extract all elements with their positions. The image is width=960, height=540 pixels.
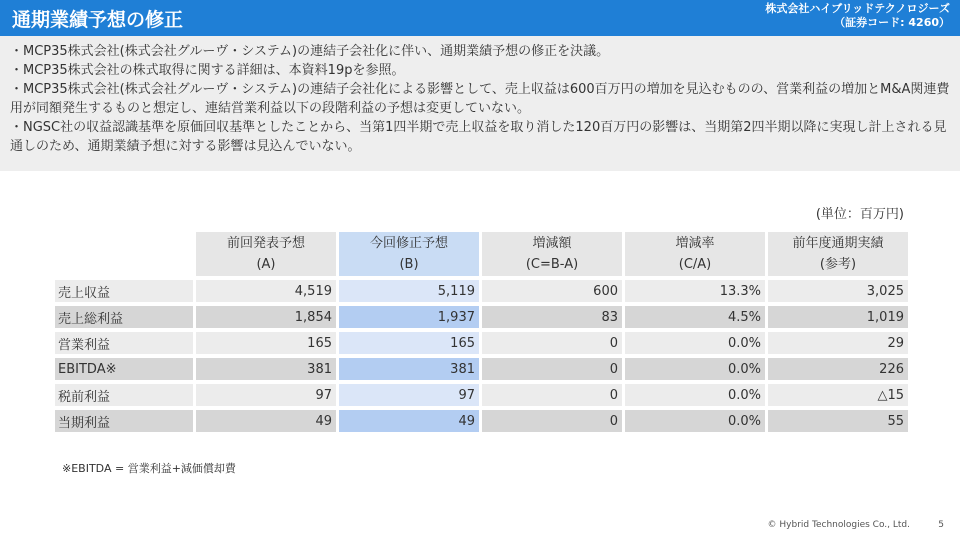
summary-bullet-2: ・MCP35株式会社の株式取得に関する詳細は、本資料19pを参照。 (10, 63, 405, 78)
table-cell: 0.0% (625, 384, 765, 406)
table-cell: 226 (768, 358, 908, 380)
table-cell: 3,025 (768, 280, 908, 302)
table-cell: 165 (196, 332, 336, 354)
table-row (55, 280, 908, 302)
page-title: 通期業績予想の修正 (12, 9, 184, 31)
col-header-title: 前回発表予想 (226, 236, 305, 251)
row-label: 税前利益 (55, 384, 193, 406)
summary-bullet-3: ・MCP35株式会社(株式会社グルーヴ・システム)の連結子会社化による影響として、売上収益は600百万円の増加を見込むものの、営業利益の増加とM&A関連費用が同額発生するものと想定し、連結営業利益以下の段階利益の予想は変更していない。 (10, 82, 950, 116)
table-row (55, 410, 908, 432)
table-cell-highlight: 97 (339, 384, 479, 406)
row-label: 売上収益 (55, 280, 193, 302)
table-cell-highlight: 5,119 (339, 280, 479, 302)
row-label: 売上総利益 (55, 306, 193, 328)
table-cell: 1,854 (196, 306, 336, 328)
table-cell: 1,019 (768, 306, 908, 328)
col-header-title: 増減額 (532, 236, 572, 251)
table-cell: 381 (196, 358, 336, 380)
col-header-sub: (C=B-A) (525, 257, 579, 272)
table-cell: 0 (482, 410, 622, 432)
table-row (55, 358, 908, 380)
table-cell: 4.5% (625, 306, 765, 328)
table-row (55, 332, 908, 354)
table-cell-highlight: 165 (339, 332, 479, 354)
company-name: 株式会社ハイブリッドテクノロジーズ (765, 2, 950, 15)
table-cell: 600 (482, 280, 622, 302)
company-info (765, 2, 950, 30)
col-header-title: 増減率 (675, 236, 715, 251)
table-cell: 29 (768, 332, 908, 354)
row-label: 当期利益 (55, 410, 193, 432)
table-cell-highlight: 49 (339, 410, 479, 432)
header-bar (0, 0, 960, 36)
ebitda-footnote: ※EBITDA = 営業利益+減価償却費 (62, 462, 236, 475)
table-cell: 83 (482, 306, 622, 328)
stock-code: （証券コード: 4260） (834, 16, 950, 29)
summary-box (0, 36, 960, 171)
copyright: © Hybrid Technologies Co., Ltd. (767, 520, 910, 530)
col-header-prior-year-actual (768, 232, 908, 276)
col-header-change-rate (625, 232, 765, 276)
col-header-title: 今回修正予想 (369, 236, 448, 251)
table-cell: 55 (768, 410, 908, 432)
table-cell: 0.0% (625, 358, 765, 380)
table-cell: 0 (482, 384, 622, 406)
forecast-table (52, 228, 911, 436)
col-header-revised-forecast (339, 232, 479, 276)
col-header-sub: (C/A) (678, 257, 712, 272)
col-header-sub: (B) (399, 257, 419, 272)
col-header-sub: (参考) (819, 257, 857, 272)
page-number: 5 (938, 520, 944, 530)
summary-bullet-4: ・NGSC社の収益認識基準を原価回収基準としたことから、当第1四半期で売上収益を取り消した120百万円の影響は、当期第2四半期以降に実現し計上される見通しのため、通期業績予想に対する影響は見込んでいない。 (10, 120, 947, 154)
table-row (55, 306, 908, 328)
summary-bullet-1: ・MCP35株式会社(株式会社グルーヴ・システム)の連結子会社化に伴い、通期業績予想の修正を決議。 (10, 44, 610, 59)
table-cell: 49 (196, 410, 336, 432)
col-header-sub: (A) (256, 257, 276, 272)
table-cell: 0 (482, 332, 622, 354)
summary-list (0, 36, 960, 156)
table-cell: △15 (768, 384, 908, 406)
row-label: EBITDA※ (55, 358, 193, 380)
table-cell: 97 (196, 384, 336, 406)
col-header-change-amount (482, 232, 622, 276)
table-cell-highlight: 1,937 (339, 306, 479, 328)
col-header-previous-forecast (196, 232, 336, 276)
table-cell: 0 (482, 358, 622, 380)
row-label: 営業利益 (55, 332, 193, 354)
header-blank-cell (55, 232, 193, 276)
table-header-row (55, 232, 908, 276)
table-cell-highlight: 381 (339, 358, 479, 380)
table-cell: 13.3% (625, 280, 765, 302)
unit-label: (単位：百万円) (815, 207, 904, 222)
table-cell: 0.0% (625, 332, 765, 354)
table-cell: 4,519 (196, 280, 336, 302)
table-row (55, 384, 908, 406)
col-header-title: 前年度通期実績 (792, 236, 884, 251)
table-cell: 0.0% (625, 410, 765, 432)
